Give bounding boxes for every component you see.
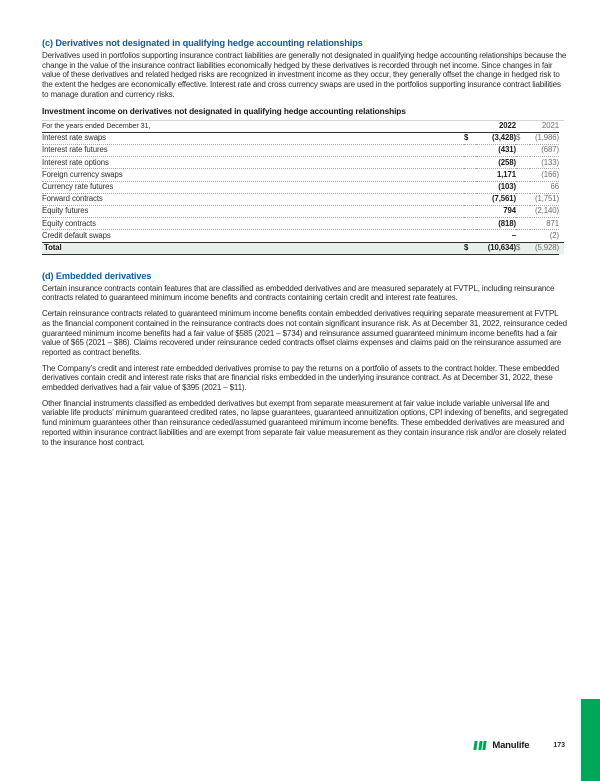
row-pad bbox=[559, 193, 564, 205]
row-2022-dollar-sign bbox=[464, 218, 476, 230]
row-pad bbox=[559, 144, 564, 156]
section-d-heading: (d) Embedded derivatives bbox=[42, 270, 152, 281]
row-2021-dollar-sign bbox=[516, 169, 530, 181]
page-edge-tab bbox=[581, 699, 600, 781]
row-pad bbox=[559, 218, 564, 230]
table-header-2022: 2022 bbox=[464, 120, 516, 132]
table-header bbox=[42, 120, 564, 132]
table-header-2021: 2021 bbox=[516, 120, 559, 132]
row-2022-dollar-sign bbox=[464, 169, 476, 181]
row-2022-value: (3,428) bbox=[476, 132, 516, 144]
section-d-paragraph-3: The Company’s credit and interest rate embedded derivatives promise to pay the returns on a portfolio of assets to the contract holder. These embedded derivatives contain credit and interest rate risks that are financial risks embedded in the underlying insurance contract. As at December 31, 2022, these embedded derivatives had a fair value of $395 (2021 – $11). bbox=[42, 363, 560, 393]
row-2022-dollar-sign bbox=[464, 193, 476, 205]
row-label: Currency rate futures bbox=[42, 181, 464, 193]
derivatives-income-table bbox=[42, 120, 564, 255]
row-label: Credit default swaps bbox=[42, 230, 111, 240]
row-2021-dollar-sign bbox=[516, 157, 530, 169]
page-footer bbox=[0, 739, 600, 751]
section-d-paragraph-1: Certain insurance contracts contain features that are classified as embedded derivatives and are measured separately at FVTPL, including reinsurance contracts related to guaranteed minimum income benefits and contracts containing certain credit and interest rate features. bbox=[42, 283, 555, 303]
row-2021-dollar-sign bbox=[516, 218, 530, 230]
row-label: Interest rate swaps bbox=[42, 132, 464, 144]
row-2022-value: 794 bbox=[476, 205, 516, 217]
row-2021-value: (687) bbox=[530, 144, 559, 156]
table-row bbox=[42, 193, 564, 205]
section-d-paragraph-4: Other financial instruments classified as embedded derivatives but exempt from separate measurement at fair value include variable universal life and variable life products’ minimum guaranteed credited rates, no lapse guarantees, guaranteed annuitization options, CPI indexing of benefits, and segregated fund minimum guarantees other than reinsurance ceded/assumed guaranteed minimum income benefits. These embedded derivatives are measured and reported within insurance contract liabilities and are exempt from separate fair value measurement as they contain insurance risk and/or are closely related to the insurance host contract. bbox=[42, 398, 568, 447]
row-2021-value: 871 bbox=[530, 218, 559, 230]
row-pad bbox=[559, 169, 564, 181]
row-2022-dollar-sign bbox=[464, 205, 476, 217]
row-label: Interest rate options bbox=[42, 157, 464, 169]
table-footer bbox=[42, 242, 564, 254]
row-2021-dollar-sign: $ bbox=[516, 132, 530, 144]
table-row bbox=[42, 157, 564, 169]
page-number: 173 bbox=[553, 741, 565, 749]
row-2021-value: 66 bbox=[530, 181, 559, 193]
table-header-label: For the years ended December 31, bbox=[42, 120, 464, 132]
table-title: Investment income on derivatives not designated in qualifying hedge accounting relationships bbox=[42, 105, 406, 116]
row-2021-dollar-sign bbox=[516, 230, 530, 242]
table-header-pad bbox=[559, 120, 564, 132]
table-row bbox=[42, 218, 564, 230]
table-header-row bbox=[42, 120, 564, 132]
row-2022-value: (258) bbox=[476, 157, 516, 169]
table-row bbox=[42, 230, 564, 242]
total-row bbox=[42, 242, 564, 254]
row-pad bbox=[559, 132, 564, 144]
table-row bbox=[42, 205, 564, 217]
row-2022-dollar-sign bbox=[464, 157, 476, 169]
row-2022-dollar-sign: $ bbox=[464, 132, 476, 144]
row-2021-dollar-sign bbox=[516, 181, 530, 193]
total-2021-value: (5,928) bbox=[530, 242, 559, 254]
row-2022-dollar-sign bbox=[464, 181, 476, 193]
table-row bbox=[42, 144, 564, 156]
row-2021-value: (166) bbox=[530, 169, 559, 181]
total-label: Total bbox=[42, 242, 464, 254]
row-label: Equity futures bbox=[42, 205, 464, 217]
total-pad bbox=[559, 242, 564, 254]
row-pad bbox=[559, 205, 564, 217]
section-c-paragraph: Derivatives used in portfolios supporting insurance contract liabilities are generally not designated in qualifying hedge accounting relationships because the change in the value of the insurance contract liabilities economically hedged by these derivatives is recorded through net income. Since changes in fair value of these derivatives and related hedged risks are recognized in investment income as they occur, they generally offset the change in hedged risk to the extent the hedges are economically effective. Interest rate and cross currency swaps are used in the portfolios supporting insurance contract liabilities to manage duration and currency risks. bbox=[42, 51, 567, 99]
table-row bbox=[42, 132, 564, 144]
row-2022-value: – bbox=[511, 230, 516, 240]
row-pad bbox=[559, 230, 564, 242]
table-row bbox=[42, 181, 564, 193]
table-row bbox=[42, 169, 564, 181]
row-2021-dollar-sign bbox=[516, 193, 530, 205]
row-label: Forward contracts bbox=[42, 193, 464, 205]
total-2022-value: (10,634) bbox=[476, 242, 516, 254]
section-c-heading: (c) Derivatives not designated in qualifying hedge accounting relationships bbox=[42, 38, 363, 48]
row-2021-value: (1,751) bbox=[530, 193, 559, 205]
row-2021-value: (1,986) bbox=[530, 132, 559, 144]
row-2021-value: (2) bbox=[549, 230, 559, 240]
row-label: Interest rate futures bbox=[42, 144, 464, 156]
section-d-paragraph-2: Certain reinsurance contracts related to guaranteed minimum income benefits contain embedded derivatives requiring separate measurement at FVTPL as the financial component contained in the reinsurance contracts does not contain significant insurance risk. As at December 31, 2022, reinsurance ceded guaranteed minimum income benefits had a fair value of $585 (2021 – $734) and reinsurance assumed guaranteed minimum income benefits had a fair value of $65 (2021 – $86). Claims recovered under reinsurance ceded contracts offset claims expenses and claims paid on the reinsurance assumed are reported as contract benefits. bbox=[42, 309, 567, 357]
row-label: Foreign currency swaps bbox=[42, 169, 464, 181]
row-pad bbox=[559, 157, 564, 169]
row-2022-value: (7,561) bbox=[476, 193, 516, 205]
row-2022-dollar-sign bbox=[464, 230, 476, 242]
brand-name: Manulife bbox=[492, 739, 530, 751]
total-2022-dollar-sign: $ bbox=[464, 242, 476, 254]
row-2022-value: (103) bbox=[476, 181, 516, 193]
manulife-three-bars-icon bbox=[474, 741, 486, 750]
row-2021-dollar-sign bbox=[516, 205, 530, 217]
page-content bbox=[42, 38, 568, 453]
row-2022-value: (818) bbox=[476, 218, 516, 230]
row-2022-value: (431) bbox=[476, 144, 516, 156]
row-2021-value: (133) bbox=[530, 157, 559, 169]
row-2021-value: (2,140) bbox=[530, 205, 559, 217]
derivatives-table-body bbox=[42, 132, 564, 242]
row-pad bbox=[559, 181, 564, 193]
row-2022-value: 1,171 bbox=[476, 169, 516, 181]
row-2022-dollar-sign bbox=[464, 144, 476, 156]
total-2021-dollar-sign: $ bbox=[516, 242, 530, 254]
row-2021-dollar-sign bbox=[516, 144, 530, 156]
row-label: Equity contracts bbox=[42, 218, 464, 230]
